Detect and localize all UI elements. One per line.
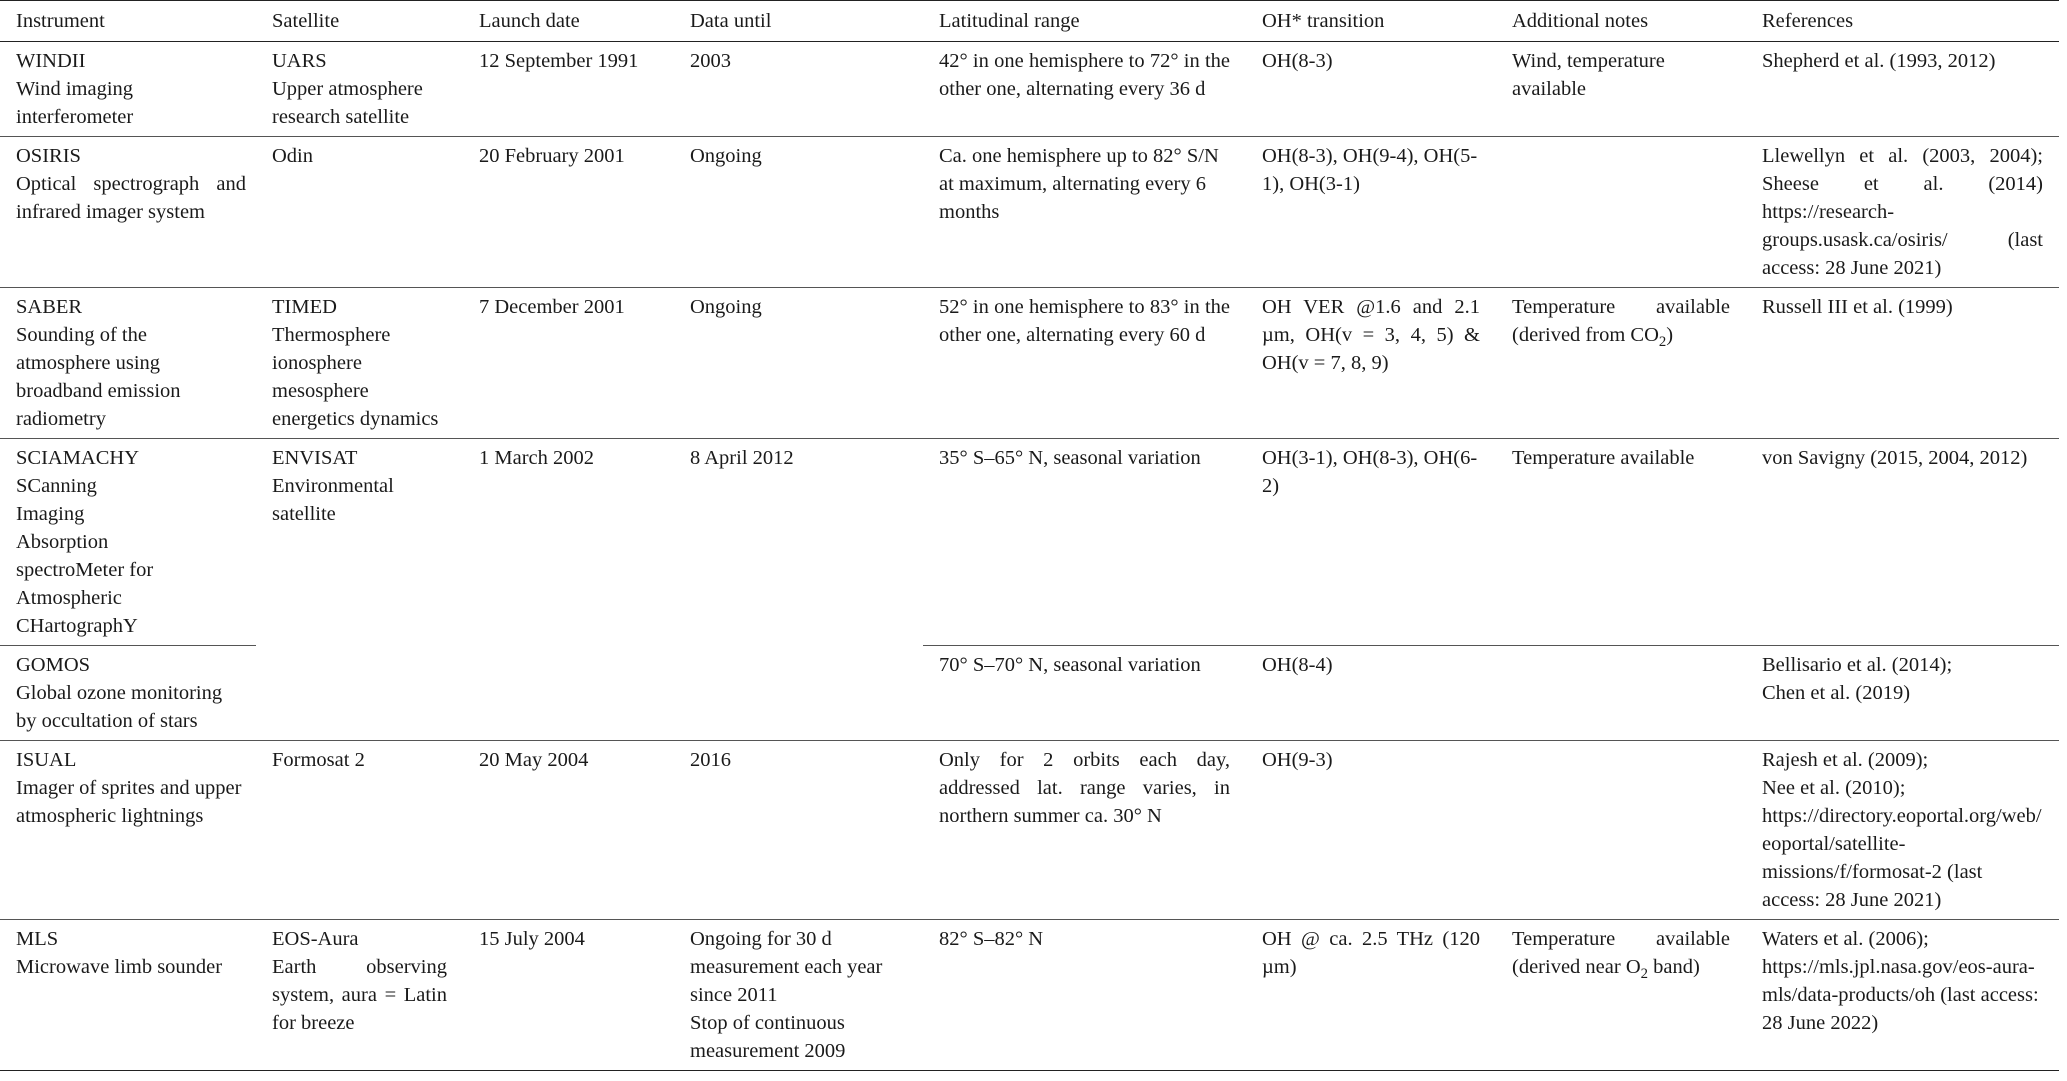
references-cell [1746, 646, 2059, 741]
instrument-description: Wind imaging interferometer [16, 78, 134, 128]
table-row [0, 920, 2059, 1071]
satellite-cell [256, 137, 463, 288]
satellite-name: Odin [272, 145, 313, 167]
reference-text: Bellisario et al. (2014); [1762, 654, 1953, 676]
instrument-description: Microwave limb sounder [16, 956, 223, 978]
data-until-text: 8 April 2012 [690, 447, 794, 469]
header-oh-transition: OH* transition [1262, 10, 1385, 32]
references-cell [1746, 42, 2059, 137]
data-until-text: Stop of continuous measurement 2009 [690, 1012, 846, 1062]
satellite-name: ENVISAT [272, 447, 358, 469]
notes-cell [1496, 288, 1746, 439]
instrument-description: Imager of sprites and upper atmospheric lightnings [16, 777, 242, 827]
instrument-name: SCIAMACHY [16, 447, 140, 469]
references-cell [1746, 137, 2059, 288]
header-references: References [1762, 10, 1854, 32]
instrument-cell [0, 137, 256, 288]
notes-cell: Wind, temperature available [1512, 50, 1665, 100]
launch-date-cell: 20 February 2001 [479, 145, 625, 167]
reference-text: Llewellyn et al. (2003, 2004); Sheese et al. (2014) https://research-groups.usask.ca/osiris/ (last access: 28 June 2021) [1762, 145, 2043, 279]
reference-text: https://directory.eoportal.org/web/eoportal/satellite-missions/f/formosat-2 (last access: 28 June 2021) [1762, 805, 2042, 911]
reference-text: Chen et al. (2019) [1762, 682, 1911, 704]
oh-transition-cell: OH(9-3) [1262, 749, 1333, 771]
oh-transition-cell: OH(8-3), OH(9-4), OH(5-1), OH(3-1) [1262, 145, 1478, 195]
instrument-cell [0, 42, 256, 137]
satellite-cell [256, 439, 463, 741]
latitudinal-range-cell: Only for 2 orbits each day, addressed lat. range varies, in northern summer ca. 30° N [939, 749, 1230, 827]
notes-subscript: 2 [1658, 334, 1667, 351]
header-additional-notes: Additional notes [1512, 10, 1649, 32]
launch-date-cell: 7 December 2001 [479, 296, 625, 318]
instrument-name: ISUAL [16, 749, 77, 771]
satellite-cell [256, 741, 463, 920]
references-cell [1746, 741, 2059, 920]
latitudinal-range-cell: 42° in one hemisphere to 72° in the other one, alternating every 36 d [939, 50, 1230, 100]
satellite-cell [256, 920, 463, 1071]
launch-date-cell: 1 March 2002 [479, 447, 595, 469]
instrument-description: SCanning Imaging Absorption spectroMeter for Atmospheric CHartographY [16, 475, 154, 637]
satellite-name: Formosat 2 [272, 749, 365, 771]
satellite-cell [256, 42, 463, 137]
satellite-cell [256, 288, 463, 439]
instrument-name: SABER [16, 296, 83, 318]
notes-tail: ) [1666, 324, 1674, 346]
instrument-cell [0, 439, 256, 646]
notes-cell [1496, 646, 1746, 741]
notes-cell [1496, 137, 1746, 288]
references-cell [1746, 439, 2059, 646]
header-launch-date: Launch date [479, 10, 580, 32]
header-satellite: Satellite [272, 10, 340, 32]
notes-tail: band) [1648, 956, 1700, 978]
instrument-cell [0, 288, 256, 439]
instrument-description: Global ozone monitoring by occultation of stars [16, 682, 223, 732]
header-instrument: Instrument [16, 10, 105, 32]
notes-cell [1496, 920, 1746, 1071]
satellite-name: UARS [272, 50, 327, 72]
references-cell [1746, 920, 2059, 1071]
satellite-description: Thermosphere ionosphere mesosphere energetics dynamics [272, 324, 439, 430]
reference-text: von Savigny (2015, 2004, 2012) [1762, 447, 2028, 469]
latitudinal-range-cell: 35° S–65° N, seasonal variation [923, 439, 1246, 646]
notes-cell: Temperature available [1496, 439, 1746, 646]
table-row [0, 42, 2059, 137]
instrument-cell [0, 646, 256, 741]
latitudinal-range-cell: 52° in one hemisphere to 83° in the other one, alternating every 60 d [939, 296, 1230, 346]
header-data-until: Data until [690, 10, 772, 32]
header-row [0, 1, 2059, 42]
reference-text: Rajesh et al. (2009); [1762, 749, 1929, 771]
notes-cell [1496, 741, 1746, 920]
references-cell [1746, 288, 2059, 439]
notes-subscript: 2 [1640, 966, 1649, 983]
latitudinal-range-cell: 82° S–82° N [939, 928, 1044, 950]
data-until-cell [674, 288, 923, 439]
oh-transition-cell: OH(3-1), OH(8-3), OH(6-2) [1246, 439, 1496, 646]
launch-date-cell: 12 September 1991 [479, 50, 639, 72]
oh-transition-cell: OH(8-4) [1262, 654, 1333, 676]
instrument-name: GOMOS [16, 654, 91, 676]
data-until-text: Ongoing [690, 145, 762, 167]
reference-text: Waters et al. (2006); [1762, 928, 1929, 950]
data-until-text: Ongoing [690, 296, 762, 318]
data-until-text: 2003 [690, 50, 731, 72]
oh-transition-cell: OH @ ca. 2.5 THz (120 µm) [1262, 928, 1480, 978]
oh-transition-cell: OH VER @1.6 and 2.1 µm, OH(v = 3, 4, 5) & OH(v = 7, 8, 9) [1262, 296, 1480, 374]
notes-text: Temperature available (derived from CO [1512, 296, 1730, 346]
table-row [0, 741, 2059, 920]
data-until-cell [674, 137, 923, 288]
instrument-cell [0, 920, 256, 1071]
latitudinal-range-cell: Ca. one hemisphere up to 82° S/N at maximum, alternating every 6 months [939, 145, 1219, 223]
satellite-description: Earth observing system, aura = Latin for breeze [272, 956, 447, 1034]
instrument-name: MLS [16, 928, 59, 950]
data-until-cell [674, 42, 923, 137]
table-row [0, 137, 2059, 288]
table-row [0, 439, 2059, 646]
instrument-name: WINDII [16, 50, 86, 72]
notes-text: Temperature available (derived near O [1512, 928, 1730, 978]
reference-text: Russell III et al. (1999) [1762, 296, 1953, 318]
satellite-description: Upper atmosphere research satellite [272, 78, 423, 128]
data-until-cell [674, 741, 923, 920]
header-latitudinal-range: Latitudinal range [939, 10, 1080, 32]
data-until-text: 2016 [690, 749, 731, 771]
instrument-cell [0, 741, 256, 920]
instrument-name: OSIRIS [16, 145, 81, 167]
data-until-cell [674, 920, 923, 1071]
instrument-description: Optical spectrograph and infrared imager system [16, 173, 246, 223]
data-until-cell [674, 439, 923, 741]
satellite-name: EOS-Aura [272, 928, 359, 950]
launch-date-cell: 15 July 2004 [479, 928, 585, 950]
satellite-description: Environmental satellite [272, 475, 394, 525]
satellite-name: TIMED [272, 296, 337, 318]
table-row [0, 288, 2059, 439]
instrument-description: Sounding of the atmosphere using broadband emission radiometry [16, 324, 181, 430]
oh-transition-cell: OH(8-3) [1262, 50, 1333, 72]
reference-text: Shepherd et al. (1993, 2012) [1762, 50, 1996, 72]
data-until-text: Ongoing for 30 d measurement each year since 2011 [690, 928, 883, 1006]
reference-text: Nee et al. (2010); [1762, 777, 1906, 799]
reference-text: https://mls.jpl.nasa.gov/eos-aura-mls/data-products/oh (last access: 28 June 2022) [1762, 956, 2039, 1034]
latitudinal-range-cell: 70° S–70° N, seasonal variation [939, 654, 1201, 676]
launch-date-cell: 20 May 2004 [479, 749, 589, 771]
